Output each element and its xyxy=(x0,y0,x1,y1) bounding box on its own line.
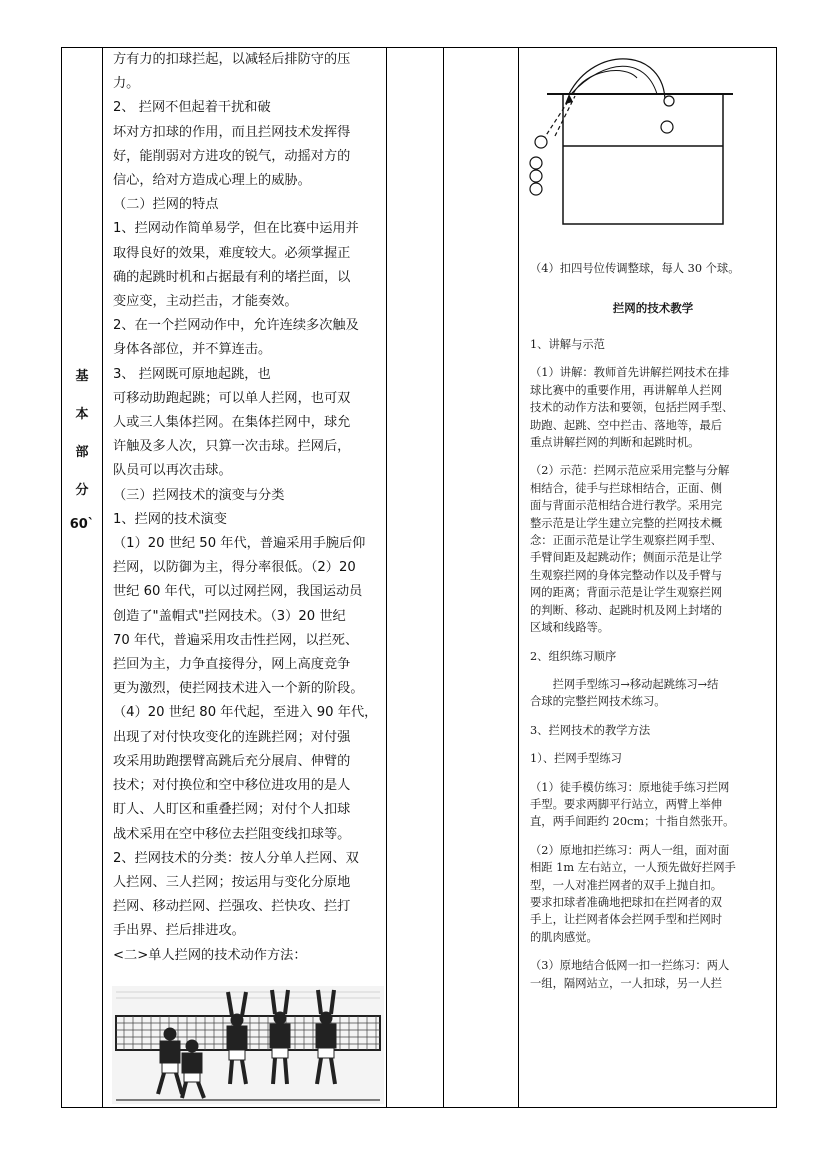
text-line: 队员可以再次击球。 xyxy=(113,463,232,479)
text-line: 的判断、移动、起跳时机及网上封堵的 xyxy=(530,603,723,617)
text-line: 手臂间距及起跳动作；侧面示范是让学 xyxy=(530,551,723,565)
text-line: 信心，给对方造成心理上的威胁。 xyxy=(113,173,311,189)
text-line: 许触及多人次，只算一次击球。拦网后， xyxy=(113,439,351,455)
text-line: 确的起跳时机和占据最有利的堵拦面，以 xyxy=(113,269,351,285)
text-line: 3、拦网技术的教学方法 xyxy=(530,723,651,737)
ball-icon xyxy=(530,170,542,182)
text-line: 2、在一个拦网动作中，允许连续多次触及 xyxy=(113,318,359,334)
text-line: 重点讲解拦网的判断和起跳时机。 xyxy=(530,436,700,450)
text-line: （1）徒手模仿练习：原地徒手练习拦网 xyxy=(530,780,730,794)
table-border-bottom xyxy=(61,1107,776,1108)
text-line: 3、 拦网既可原地起跳，也 xyxy=(113,366,271,382)
section-label xyxy=(62,47,102,1107)
text-line: 2、组织练习顺序 xyxy=(530,649,617,663)
drill-caption: （4）扣四号位传调整球，每人 30 个球。 xyxy=(530,262,740,275)
text-line: （4）20 世纪 80 年代起，至进入 90 年代， xyxy=(113,705,378,721)
ball-icon xyxy=(664,96,674,106)
heading-box xyxy=(530,300,776,317)
text-line: 拦网手型练习→移动起跳练习→结 xyxy=(530,677,719,691)
ball-icon xyxy=(661,121,673,133)
text-line: 方有力的扣球拦起，以减轻后排防守的压 xyxy=(113,52,351,67)
text-line: （2）原地扣拦练习：两人一组，面对面 xyxy=(530,843,730,857)
section-label-char: 60` xyxy=(69,517,95,532)
text-block xyxy=(530,676,776,711)
teaching-text xyxy=(530,336,776,1003)
text-line: 攻采用助跑摆臂高跳后充分展肩、伸臂的 xyxy=(113,753,351,769)
text-line: 70 年代，普遍采用攻击性拦网，以拦死、 xyxy=(113,632,359,648)
text-block xyxy=(530,462,776,636)
text-line: （二）拦网的特点 xyxy=(113,197,219,213)
table-border-col3 xyxy=(443,47,444,1108)
text-line: 变应变，主动拦击，才能奏效。 xyxy=(113,294,298,310)
text-line: 创造了"盖帽式"拦网技术。（3）20 世纪 xyxy=(113,608,346,624)
section-label-char: 分 xyxy=(75,483,89,498)
table-border-col4 xyxy=(518,47,519,1108)
text-line: （1）讲解：教师首先讲解拦网技术在排 xyxy=(530,366,730,380)
text-block xyxy=(530,336,776,353)
text-line: 要求扣球者准确地把球扣在拦网者的双 xyxy=(530,895,723,909)
text-line: 直，两手间距约 20cm；十指自然张开。 xyxy=(530,815,735,829)
text-line: 拦回为主，力争直接得分，网上高度竞争 xyxy=(113,657,351,673)
drill-caption-box xyxy=(530,260,776,277)
text-line: 2、拦网技术的分类：按人分单人拦网、双 xyxy=(113,850,359,866)
table-border-col2 xyxy=(386,47,387,1108)
text-line: 的肌肉感觉。 xyxy=(530,930,598,944)
text-line: （三）拦网技术的演变与分类 xyxy=(113,487,285,503)
text-line: 人或三人集体拦网。在集体拦网中，球允 xyxy=(113,415,351,431)
text-block xyxy=(530,722,776,739)
section-label-char: 本 xyxy=(75,407,89,422)
text-line: 整示范是让学生建立完整的拦网技术概 xyxy=(530,516,723,530)
text-line: 合球的完整拦网技术练习。 xyxy=(530,695,666,709)
text-line: 网的距离；背面示范是让学生观察拦网 xyxy=(530,586,723,600)
section-label-char: 部 xyxy=(75,445,89,460)
text-line: 取得良好的效果，难度较大。必须掌握正 xyxy=(113,245,351,261)
text-line: 相结合，徒手与拦球相结合，正面、侧 xyxy=(530,481,723,495)
text-line: 力。 xyxy=(113,76,140,92)
text-line: 世纪 60 年代，可以过网拦网，我国运动员 xyxy=(113,584,363,600)
text-line: 2、 拦网不但起着干扰和破 xyxy=(113,100,271,116)
text-line: 1）、拦网手型练习 xyxy=(530,752,622,766)
theory-text xyxy=(113,48,385,968)
text-line: （3）原地结合低网一扣一拦练习：两人 xyxy=(530,959,730,973)
text-line: 一组，隔网站立，一人扣球，另一人拦 xyxy=(530,976,723,990)
text-line: <二>单人拦网的技术动作方法： xyxy=(113,947,307,963)
text-line: 人拦网、三人拦网；按运用与变化分原地 xyxy=(113,874,351,890)
text-line: 助跑、起跳、空中拦击、落地等，最后 xyxy=(530,418,723,432)
text-line: 球比赛中的重要作用，再讲解单人拦网 xyxy=(530,383,723,397)
text-block xyxy=(530,750,776,767)
text-line: 生观察拦网的身体完整动作以及手臂与 xyxy=(530,568,723,582)
spike-drill-diagram xyxy=(525,50,771,250)
text-line: 技术的动作方法和要领，包括拦网手型、 xyxy=(530,401,734,415)
text-line: 可移动助跑起跳；可以单人拦网，也可双 xyxy=(113,390,351,406)
text-line: 1、拦网动作简单易学，但在比赛中运用并 xyxy=(113,221,359,237)
text-line: 坏对方扣球的作用，而且拦网技术发挥得 xyxy=(113,124,351,140)
text-line: 区域和线路等。 xyxy=(530,621,610,635)
text-line: 型，一人对准拦网者的双手上抛自扣。 xyxy=(530,878,723,892)
section-heading: 拦网的技术教学 xyxy=(612,301,694,315)
text-line: 拦网、移动拦网、拦强攻、拦快攻、拦打 xyxy=(113,899,351,915)
text-line: 面与背面示范相结合进行教学。采用完 xyxy=(530,499,723,513)
single-block-illustration xyxy=(112,986,384,1104)
text-line: 技术；对付换位和空中移位进攻用的是人 xyxy=(113,778,351,794)
text-line: 1、拦网的技术演变 xyxy=(113,511,227,527)
text-line: （1）20 世纪 50 年代，普遍采用手腕后仰 xyxy=(113,536,366,552)
text-line: 手出界、拦后排进攻。 xyxy=(113,923,245,939)
text-line: （2）示范：拦网示范应采用完整与分解 xyxy=(530,464,730,478)
text-line: 更为激烈，使拦网技术进入一个新的阶段。 xyxy=(113,681,364,697)
text-line: 相距 1m 左右站立，一人预先做好拦网手 xyxy=(530,861,736,875)
text-line: 好，能削弱对方进攻的锐气，动摇对方的 xyxy=(113,148,351,164)
text-line: 拦网，以防御为主，得分率很低。（2）20 xyxy=(113,560,356,576)
table-border-col1 xyxy=(102,47,103,1108)
text-line: 盯人、人盯区和重叠拦网；对付个人扣球 xyxy=(113,802,351,818)
text-line: 手上，让拦网者体会拦网手型和拦网时 xyxy=(530,913,723,927)
ball-icon xyxy=(530,157,542,169)
text-block xyxy=(530,364,776,451)
text-block xyxy=(530,842,776,946)
section-label-char: 基 xyxy=(75,369,89,384)
table-border-right xyxy=(776,47,777,1108)
text-line: 1、讲解与示范 xyxy=(530,338,605,351)
text-line: 身体各部位，并不算连击。 xyxy=(113,342,272,358)
text-block xyxy=(530,648,776,665)
ball-icon xyxy=(530,183,542,195)
text-line: 手型。要求两脚平行站立，两臂上举伸 xyxy=(530,797,723,811)
text-block xyxy=(530,779,776,831)
text-line: 念：正面示范是让学生观察拦网手型、 xyxy=(530,534,723,548)
ball-icon xyxy=(535,136,547,148)
text-line: 出现了对付快攻变化的连跳拦网；对付强 xyxy=(113,729,351,745)
text-line: 战术采用在空中移位去拦阻变线扣球等。 xyxy=(113,826,351,842)
text-block xyxy=(530,957,776,992)
